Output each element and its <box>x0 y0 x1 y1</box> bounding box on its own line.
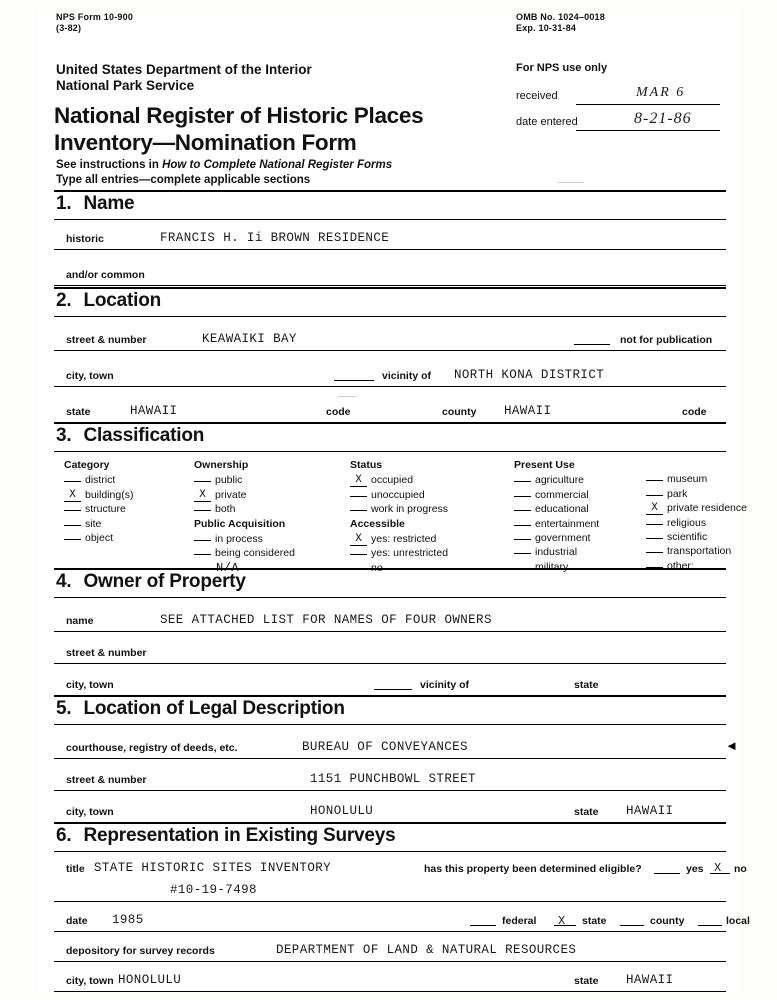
classification-block <box>54 458 747 578</box>
section-5-title <box>56 698 345 720</box>
accessible-yes-restricted-checkbox[interactable]: X <box>350 533 367 546</box>
use-religious-label: religious <box>667 516 707 529</box>
instruction-line-1 <box>56 158 392 173</box>
acquisition-na-value: N/A <box>216 560 240 575</box>
local-level-blank[interactable] <box>698 925 722 926</box>
status-item-unoccupied[interactable] <box>350 488 510 502</box>
instruction-line-1-a: See instructions in <box>56 159 163 171</box>
courthouse-field <box>54 728 726 759</box>
ownership-public-checkbox[interactable] <box>194 481 211 482</box>
survey-number-value: #10-19-7498 <box>170 883 257 897</box>
section-5-name: Location of Legal Description <box>83 698 345 719</box>
eligible-no-mark[interactable]: X <box>714 861 722 875</box>
common-name-label: and/or common <box>66 269 145 281</box>
scan-speck-2 <box>338 396 356 397</box>
use-government-checkbox[interactable] <box>514 539 531 540</box>
city-town-field <box>54 356 726 387</box>
section-3-title <box>56 425 204 447</box>
acquisition-item-being-considered[interactable] <box>194 546 344 560</box>
use-item-entertainment[interactable] <box>514 517 644 531</box>
received-label: received <box>516 90 558 102</box>
owner-name-value: SEE ATTACHED LIST FOR NAMES OF FOUR OWNERS <box>160 613 492 627</box>
ownership-both-label: both <box>215 503 236 516</box>
section-1-name: Name <box>83 193 135 214</box>
use-scientific-checkbox[interactable] <box>646 538 663 539</box>
ownership-both-checkbox[interactable] <box>194 510 211 511</box>
department-heading <box>56 62 312 94</box>
page-title-line-2: Inventory—Nomination Form <box>54 130 357 155</box>
section-4-name: Owner of Property <box>83 571 246 592</box>
section-1-title <box>56 193 134 215</box>
section-1-header <box>54 190 726 220</box>
state-level-mark[interactable]: X <box>558 914 566 928</box>
owner-vicinity-blank[interactable] <box>374 689 412 690</box>
owner-name-field <box>54 601 726 632</box>
courthouse-label: courthouse, registry of deeds, etc. <box>66 742 238 754</box>
legal-street-label: street & number <box>66 774 147 786</box>
ownership-private-label: private <box>215 488 247 501</box>
category-item-object[interactable] <box>64 531 184 545</box>
eligible-yes-label: yes <box>686 863 704 875</box>
status-heading: Status <box>350 459 383 471</box>
accessible-yes-restricted-label: yes: restricted <box>371 533 437 546</box>
county-value: HAWAII <box>504 404 552 418</box>
federal-blank[interactable] <box>470 925 496 926</box>
common-name-field <box>54 255 726 286</box>
section-6-name: Representation in Existing Surveys <box>83 825 396 846</box>
vicinity-value: NORTH KONA DISTRICT <box>454 368 605 382</box>
use-commercial-label: commercial <box>535 488 589 501</box>
present-use-column-1 <box>514 458 644 574</box>
use-item-government[interactable] <box>514 531 644 545</box>
use-religious-checkbox[interactable] <box>646 524 663 525</box>
section-5-header <box>54 695 726 725</box>
local-level-label: local <box>726 915 750 927</box>
state-label: state <box>66 406 91 418</box>
eligible-no-label: no <box>734 863 747 875</box>
category-column <box>64 458 184 545</box>
status-item-work-in-progress[interactable] <box>350 502 510 516</box>
survey-state-label: state <box>574 975 599 987</box>
category-buildings-label: building(s) <box>85 488 134 501</box>
status-unoccupied-label: unoccupied <box>371 488 425 501</box>
survey-city-label: city, town <box>66 975 114 987</box>
use-transportation-checkbox[interactable] <box>646 552 663 553</box>
category-district-label: district <box>85 474 116 487</box>
section-5-number: 5. <box>56 698 72 719</box>
section-6-number: 6. <box>56 825 72 846</box>
ownership-heading: Ownership <box>194 459 249 471</box>
vicinity-blank[interactable] <box>334 380 374 381</box>
use-item-agriculture[interactable] <box>514 473 644 487</box>
use-educational-label: educational <box>535 503 589 516</box>
use-item-commercial[interactable] <box>514 488 644 502</box>
instruction-line-2: Type all entries—complete applicable sections <box>56 174 311 186</box>
courthouse-value: BUREAU OF CONVEYANCES <box>302 740 468 754</box>
present-use-column-2 <box>646 458 777 573</box>
use-park-label: park <box>667 487 688 500</box>
use-item-scientific[interactable] <box>646 530 777 544</box>
status-column <box>350 458 510 575</box>
date-entered-label: date entered <box>516 116 578 128</box>
page-title-line-1: National Register of Historic Places <box>54 103 424 128</box>
survey-title-label: title <box>66 863 85 875</box>
owner-street-label: street & number <box>66 647 147 659</box>
category-site-checkbox[interactable] <box>64 525 81 526</box>
category-object-checkbox[interactable] <box>64 539 81 540</box>
use-other-label: other: <box>667 559 694 572</box>
ownership-item-public[interactable] <box>194 473 344 487</box>
survey-title-field <box>54 855 747 902</box>
use-transportation-label: transportation <box>667 545 732 558</box>
accessible-item-yes-restricted[interactable] <box>350 532 510 546</box>
category-district-checkbox[interactable] <box>64 481 81 482</box>
acquisition-being-considered-label: being considered <box>215 547 295 560</box>
state-code-label: code <box>326 406 351 418</box>
category-site-label: site <box>85 517 102 530</box>
status-occupied-checkbox[interactable]: X <box>350 474 367 487</box>
form-number <box>56 12 133 34</box>
survey-date-value: 1985 <box>112 913 144 927</box>
survey-city-field <box>54 961 726 992</box>
not-for-publication-blank[interactable] <box>574 344 610 345</box>
category-object-label: object <box>85 532 114 545</box>
street-number-field <box>54 320 726 351</box>
owner-city-field <box>54 665 726 696</box>
nps-use-label: For NPS use only <box>516 62 608 74</box>
federal-label: federal <box>502 915 537 927</box>
legal-street-value: 1151 PUNCHBOWL STREET <box>310 772 476 786</box>
use-entertainment-checkbox[interactable] <box>514 525 531 526</box>
status-work-in-progress-label: work in progress <box>371 503 449 516</box>
nps-use-box <box>516 62 726 139</box>
accessible-yes-unrestricted-label: yes: unrestricted <box>371 547 449 560</box>
section-1-number: 1. <box>56 193 72 214</box>
present-use-heading: Present Use <box>514 459 575 471</box>
section-2-title <box>56 290 161 312</box>
ownership-private-checkbox[interactable]: X <box>194 489 211 502</box>
category-buildings-checkbox[interactable]: X <box>64 489 81 502</box>
page-title <box>54 102 423 156</box>
use-commercial-checkbox[interactable] <box>514 496 531 497</box>
owner-street-field <box>54 633 726 664</box>
public-acquisition-heading: Public Acquisition <box>194 517 286 530</box>
legal-street-field <box>54 760 726 791</box>
received-value: MAR 6 <box>636 85 686 100</box>
scan-artifact-mark: ◄ <box>725 738 738 753</box>
eligible-yes-blank[interactable] <box>654 873 680 874</box>
status-unoccupied-checkbox[interactable] <box>350 496 367 497</box>
use-park-checkbox[interactable] <box>646 495 663 496</box>
section-2-name: Location <box>83 290 162 311</box>
use-item-private-residence[interactable] <box>646 501 777 515</box>
instruction-line-1-b: How to Complete National Register Forms <box>162 159 393 171</box>
use-private-residence-label: private residence <box>667 502 747 515</box>
section-3-name: Classification <box>83 425 205 446</box>
section-4-title <box>56 571 246 593</box>
status-occupied-label: occupied <box>371 474 414 487</box>
omb-number-text: OMB No. 1024–0018 <box>516 12 605 22</box>
county-level-blank[interactable] <box>620 925 644 926</box>
omb-expiration-text: Exp. 10-31-84 <box>516 23 577 33</box>
eligible-question-label: has this property been determined eligible? <box>424 863 642 875</box>
survey-date-label: date <box>66 915 88 927</box>
county-level-label: county <box>650 915 685 927</box>
use-military-label: military <box>535 560 569 573</box>
depository-field <box>54 931 726 962</box>
use-agriculture-checkbox[interactable] <box>514 481 531 482</box>
state-level-label: state <box>582 915 607 927</box>
vicinity-label: vicinity of <box>382 370 432 382</box>
legal-city-label: city, town <box>66 806 114 818</box>
section-4-number: 4. <box>56 571 72 592</box>
owner-state-label: state <box>574 679 599 691</box>
state-level-blank[interactable] <box>554 925 576 926</box>
accessible-yes-unrestricted-checkbox[interactable] <box>350 554 367 555</box>
use-agriculture-label: agriculture <box>535 474 585 487</box>
received-field <box>516 87 726 113</box>
use-government-label: government <box>535 532 591 545</box>
ownership-public-label: public <box>215 474 243 487</box>
section-2-number: 2. <box>56 290 72 311</box>
section-2-header <box>54 287 726 317</box>
section-4-header <box>54 568 726 598</box>
legal-city-field <box>54 792 726 823</box>
depository-label: depository for survey records <box>66 945 215 957</box>
use-item-museum[interactable] <box>646 472 777 486</box>
state-value: HAWAII <box>130 404 178 418</box>
accessible-heading: Accessible <box>350 517 405 530</box>
accessible-item-yes-unrestricted[interactable] <box>350 546 510 560</box>
use-museum-label: museum <box>667 473 708 486</box>
category-heading: Category <box>64 459 110 471</box>
ownership-column <box>194 458 344 575</box>
use-item-educational[interactable] <box>514 502 644 516</box>
instructions <box>56 158 392 188</box>
department-line-2: National Park Service <box>56 78 195 93</box>
scan-speck <box>558 182 584 183</box>
category-structure-label: structure <box>85 503 126 516</box>
section-3-number: 3. <box>56 425 72 446</box>
legal-state-value: HAWAII <box>626 804 674 818</box>
use-item-park[interactable] <box>646 487 777 501</box>
use-private-residence-checkbox[interactable]: X <box>646 502 663 515</box>
historic-name-field <box>54 219 726 250</box>
use-item-industrial[interactable] <box>514 545 644 559</box>
date-entered-rule <box>576 130 720 131</box>
use-scientific-label: scientific <box>667 531 708 544</box>
form-revision-text: (3-82) <box>56 23 82 33</box>
owner-name-label: name <box>66 615 94 627</box>
category-item-district[interactable] <box>64 473 184 487</box>
use-educational-checkbox[interactable] <box>514 510 531 511</box>
street-number-label: street & number <box>66 334 147 346</box>
survey-date-field <box>54 901 750 932</box>
acquisition-being-considered-checkbox[interactable] <box>194 554 211 555</box>
historic-label: historic <box>66 233 104 245</box>
category-structure-checkbox[interactable] <box>64 510 81 511</box>
received-rule <box>576 104 720 105</box>
omb-number <box>516 12 605 34</box>
use-industrial-checkbox[interactable] <box>514 553 531 554</box>
ownership-item-private[interactable] <box>194 488 344 502</box>
use-industrial-label: industrial <box>535 546 578 559</box>
form-number-text: NPS Form 10-900 <box>56 12 134 22</box>
form-sheet <box>38 10 750 992</box>
not-for-publication-label: not for publication <box>620 334 713 346</box>
survey-city-value: HONOLULU <box>118 973 182 987</box>
owner-city-label: city, town <box>66 679 114 691</box>
county-label: county <box>442 406 477 418</box>
acquisition-in-process-label: in process <box>215 533 263 546</box>
use-entertainment-label: entertainment <box>535 517 600 530</box>
department-line-1: United States Department of the Interior <box>56 62 312 77</box>
state-county-field <box>54 392 726 423</box>
status-work-in-progress-checkbox[interactable] <box>350 510 367 511</box>
legal-state-label: state <box>574 806 599 818</box>
eligible-no-blank[interactable] <box>710 873 730 874</box>
survey-state-value: HAWAII <box>626 973 674 987</box>
date-entered-field <box>516 110 726 139</box>
acquisition-in-process-checkbox[interactable] <box>194 540 211 541</box>
section-6-header <box>54 822 726 852</box>
historic-value: FRANCIS H. Ii BROWN RESIDENCE <box>160 231 390 245</box>
date-entered-value: 8-21-86 <box>634 110 692 127</box>
category-item-structure[interactable] <box>64 502 184 516</box>
acquisition-item-in-process[interactable] <box>194 532 344 546</box>
survey-title-value: STATE HISTORIC SITES INVENTORY <box>94 861 332 875</box>
county-code-label: code <box>682 406 707 418</box>
legal-city-value: HONOLULU <box>310 804 374 818</box>
category-item-buildings[interactable] <box>64 488 184 502</box>
ownership-item-both[interactable] <box>194 502 344 516</box>
city-town-label: city, town <box>66 370 114 382</box>
use-museum-checkbox[interactable] <box>646 480 663 481</box>
category-item-site[interactable] <box>64 517 184 531</box>
accessible-no-label: no <box>371 561 383 574</box>
owner-vicinity-label: vicinity of <box>420 679 470 691</box>
status-item-occupied[interactable] <box>350 473 510 487</box>
section-6-title <box>56 825 396 847</box>
street-number-value: KEAWAIKI BAY <box>202 332 297 346</box>
section-3-header <box>54 422 726 452</box>
depository-value: DEPARTMENT OF LAND & NATURAL RESOURCES <box>276 943 577 957</box>
use-item-religious[interactable] <box>646 516 777 530</box>
use-item-transportation[interactable] <box>646 544 777 558</box>
